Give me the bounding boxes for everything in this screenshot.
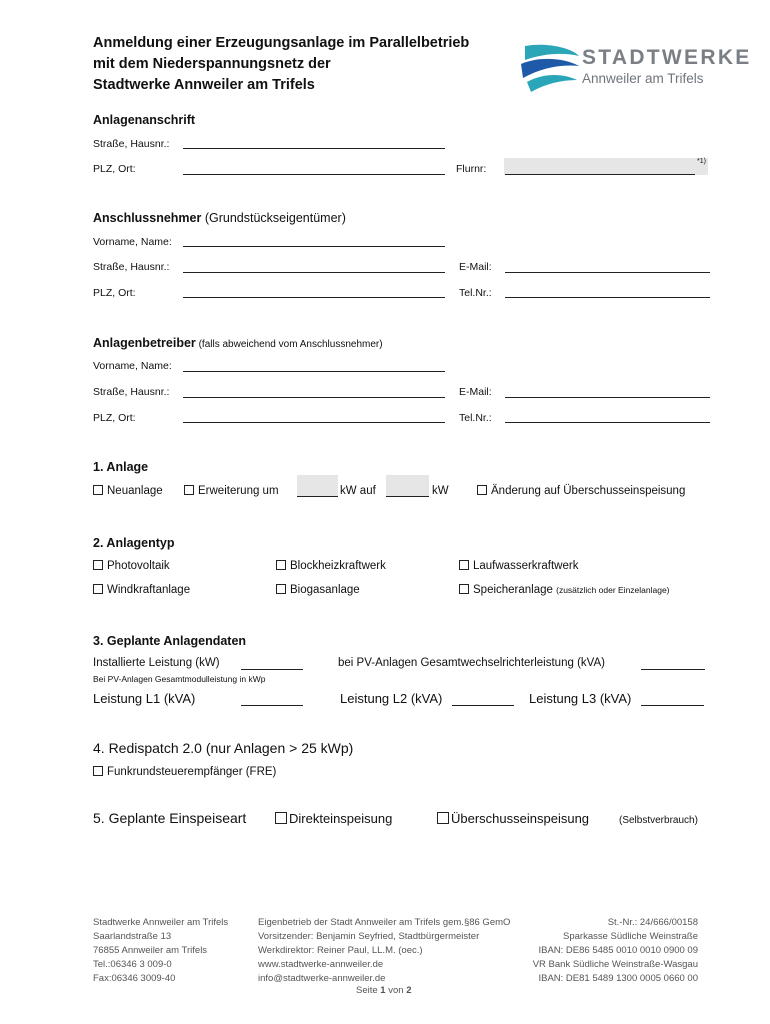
- anlagenbetreiber-plz-field[interactable]: [183, 422, 445, 423]
- option-erweiterung[interactable]: [184, 485, 279, 497]
- photovoltaik-label: Photovoltaik: [107, 560, 170, 572]
- laufwasserkraftwerk-label: Laufwasserkraftwerk: [473, 560, 579, 572]
- footer-email[interactable]: info@stadtwerke-annweiler.de: [258, 973, 386, 984]
- option-neuanlage[interactable]: [93, 485, 163, 497]
- anschlussnehmer-heading: [93, 211, 346, 225]
- anlagenbetreiber-strasse-field[interactable]: [183, 397, 445, 398]
- document-title: [93, 33, 469, 96]
- checkbox-aenderung[interactable]: [477, 485, 487, 495]
- neuanlage-label: Neuanlage: [107, 485, 163, 497]
- aenderung-label: Änderung auf Überschusseinspeisung: [491, 485, 686, 497]
- checkbox-speicheranlage[interactable]: [459, 584, 469, 594]
- erweiterung-label: Erweiterung um: [198, 485, 279, 497]
- anlagenbetreiber-strasse-label: Straße, Hausnr.:: [93, 386, 170, 398]
- checkbox-fre[interactable]: [93, 766, 103, 776]
- option-ueberschusseinspeisung[interactable]: [437, 811, 589, 826]
- flurnr-field[interactable]: [504, 158, 708, 175]
- anschlussnehmer-vorname-field[interactable]: [183, 246, 445, 247]
- anschlussnehmer-strasse-label: Straße, Hausnr.:: [93, 261, 170, 273]
- anlagenbetreiber-vorname-label: Vorname, Name:: [93, 360, 172, 372]
- footer-iban-1: IBAN: DE86 5485 0010 0010 0900 09: [538, 945, 698, 956]
- option-photovoltaik[interactable]: [93, 560, 170, 572]
- anlagenbetreiber-tel-field[interactable]: [505, 422, 710, 423]
- footer-sparkasse: Sparkasse Südliche Weinstraße: [563, 931, 698, 942]
- footer-iban-2: IBAN: DE81 5489 1300 0005 0660 00: [538, 973, 698, 984]
- selbstverbrauch-note: (Selbstverbrauch): [619, 815, 698, 826]
- anlagenbetreiber-tel-label: Tel.Nr.:: [459, 412, 492, 424]
- windkraftanlage-label: Windkraftanlage: [107, 584, 191, 596]
- anlagenbetreiber-email-label: E-Mail:: [459, 386, 492, 398]
- footer-company: Stadtwerke Annweiler am Trifels: [93, 917, 229, 928]
- title-line-2: mit dem Niederspannungsnetz der: [93, 56, 331, 72]
- anschlussnehmer-heading-text: Anschlussnehmer: [93, 211, 202, 225]
- direkteinspeisung-label: Direkteinspeisung: [289, 811, 393, 826]
- anlagenanschrift-heading: Anlagenanschrift: [93, 113, 196, 127]
- kw-label: kW: [432, 485, 449, 497]
- checkbox-direkteinspeisung[interactable]: [275, 812, 287, 824]
- anlagenanschrift-strasse-label: Straße, Hausnr.:: [93, 138, 170, 150]
- blockheizkraftwerk-label: Blockheizkraftwerk: [290, 560, 386, 572]
- footer-street: Saarlandstraße 13: [93, 931, 172, 942]
- installierte-leistung-note: Bei PV-Anlagen Gesamtmodulleistung in kWp: [93, 674, 266, 684]
- option-speicheranlage[interactable]: [459, 584, 670, 596]
- anlagendaten-heading: 3. Geplante Anlagendaten: [93, 634, 247, 648]
- anlagenbetreiber-heading: [93, 336, 383, 350]
- installierte-leistung-label: Installierte Leistung (kW): [93, 657, 220, 669]
- leistung-l3-label: Leistung L3 (kVA): [529, 691, 632, 706]
- anschlussnehmer-strasse-field[interactable]: [183, 272, 445, 273]
- option-blockheizkraftwerk[interactable]: [276, 560, 386, 572]
- title-line-1: Anmeldung einer Erzeugungsanlage im Parallelbetrieb: [93, 35, 470, 51]
- redispatch-heading: 4. Redispatch 2.0 (nur Anlagen > 25 kWp): [93, 740, 354, 756]
- option-fre[interactable]: [93, 766, 276, 778]
- anlagentyp-heading: 2. Anlagentyp: [93, 536, 175, 550]
- anlagenanschrift-plz-field[interactable]: [183, 174, 445, 175]
- anlage-heading: 1. Anlage: [93, 460, 149, 474]
- footer-steuernummer: St.-Nr.: 24/666/00158: [607, 917, 698, 928]
- anlagenanschrift-strasse-field[interactable]: [183, 148, 445, 149]
- fre-label: Funkrundsteuerempfänger (FRE): [107, 766, 277, 778]
- page-current: 1: [380, 985, 386, 996]
- checkbox-ueberschusseinspeisung[interactable]: [437, 812, 449, 824]
- footer-city: 76855 Annweiler am Trifels: [93, 945, 208, 956]
- flurnr-underline: [505, 174, 695, 175]
- logo-subtitle: Annweiler am Trifels: [582, 71, 704, 86]
- anschlussnehmer-email-field[interactable]: [505, 272, 710, 273]
- gesamt-kw-underline: [386, 496, 429, 497]
- footer-website[interactable]: www.stadtwerke-annweiler.de: [258, 959, 384, 970]
- checkbox-windkraftanlage[interactable]: [93, 584, 103, 594]
- biogasanlage-label: Biogasanlage: [290, 584, 360, 596]
- leistung-l2-field[interactable]: [452, 705, 514, 706]
- anlagenbetreiber-heading-note: (falls abweichend vom Anschlussnehmer): [195, 339, 383, 350]
- erweiterung-kw-underline: [297, 496, 338, 497]
- logo-name: STADTWERKE: [582, 46, 752, 69]
- option-biogasanlage[interactable]: [276, 584, 360, 596]
- anlagenbetreiber-email-field[interactable]: [505, 397, 710, 398]
- checkbox-erweiterung[interactable]: [184, 485, 194, 495]
- footer-eigenbetrieb: Eigenbetrieb der Stadt Annweiler am Trifels gem.§86 GemO: [258, 917, 511, 928]
- footer-phone: Tel.:06346 3 009-0: [93, 959, 172, 970]
- anlagenanschrift-plz-label: PLZ, Ort:: [93, 163, 136, 175]
- anschlussnehmer-tel-label: Tel.Nr.:: [459, 287, 492, 299]
- anschlussnehmer-heading-note: (Grundstückseigentümer): [201, 211, 346, 225]
- anschlussnehmer-tel-field[interactable]: [505, 297, 710, 298]
- page-of: von: [388, 985, 404, 996]
- kw-auf-label: kW auf: [340, 485, 376, 497]
- option-laufwasserkraftwerk[interactable]: [459, 560, 578, 572]
- page-prefix: Seite: [356, 985, 378, 996]
- footer-vr-bank: VR Bank Südliche Weinstraße-Wasgau: [532, 959, 698, 970]
- wechselrichterleistung-field[interactable]: [641, 669, 705, 670]
- checkbox-laufwasserkraftwerk[interactable]: [459, 560, 469, 570]
- ueberschusseinspeisung-label: Überschusseinspeisung: [451, 811, 590, 826]
- wechselrichterleistung-label: bei PV-Anlagen Gesamtwechselrichterleistung (kVA): [338, 657, 605, 669]
- installierte-leistung-field[interactable]: [241, 669, 303, 670]
- anschlussnehmer-plz-label: PLZ, Ort:: [93, 287, 136, 299]
- erweiterung-kw-field[interactable]: [297, 475, 338, 497]
- footer-address: [93, 916, 228, 986]
- anschlussnehmer-email-label: E-Mail:: [459, 261, 492, 273]
- leistung-l1-label: Leistung L1 (kVA): [93, 691, 196, 706]
- option-windkraftanlage[interactable]: [93, 584, 190, 596]
- checkbox-neuanlage[interactable]: [93, 485, 103, 495]
- einspeiseart-heading: 5. Geplante Einspeiseart: [93, 810, 247, 826]
- leistung-l2-label: Leistung L2 (kVA): [340, 691, 443, 706]
- flurnr-footnote: *1): [697, 158, 706, 165]
- footer-vorsitzender: Vorsitzender: Benjamin Seyfried, Stadtbürgermeister: [258, 931, 480, 942]
- title-line-3: Stadtwerke Annweiler am Trifels: [93, 77, 315, 93]
- leistung-l3-field[interactable]: [641, 705, 704, 706]
- footer-organisation: [258, 916, 510, 986]
- speicheranlage-label: Speicheranlage: [473, 584, 553, 596]
- option-direkteinspeisung[interactable]: [275, 811, 392, 826]
- option-aenderung[interactable]: [477, 485, 685, 497]
- checkbox-biogasanlage[interactable]: [276, 584, 286, 594]
- leistung-l1-field[interactable]: [241, 705, 303, 706]
- speicheranlage-note: (zusätzlich oder Einzelanlage): [556, 585, 670, 595]
- anlagenbetreiber-plz-label: PLZ, Ort:: [93, 412, 136, 424]
- checkbox-photovoltaik[interactable]: [93, 560, 103, 570]
- anschlussnehmer-plz-field[interactable]: [183, 297, 445, 298]
- gesamt-kw-field[interactable]: [386, 475, 429, 497]
- page-number: [356, 984, 412, 998]
- anschlussnehmer-vorname-label: Vorname, Name:: [93, 236, 172, 248]
- anlagenbetreiber-vorname-field[interactable]: [183, 371, 445, 372]
- anlagenbetreiber-heading-text: Anlagenbetreiber: [93, 336, 196, 350]
- page-total: 2: [406, 985, 412, 996]
- footer-werkdirektor: Werkdirektor: Reiner Paul, LL.M. (oec.): [258, 945, 423, 956]
- footer-fax: Fax:06346 3009-40: [93, 973, 176, 984]
- checkbox-blockheizkraftwerk[interactable]: [276, 560, 286, 570]
- footer-bank: [533, 916, 698, 986]
- flurnr-label: Flurnr:: [456, 163, 487, 175]
